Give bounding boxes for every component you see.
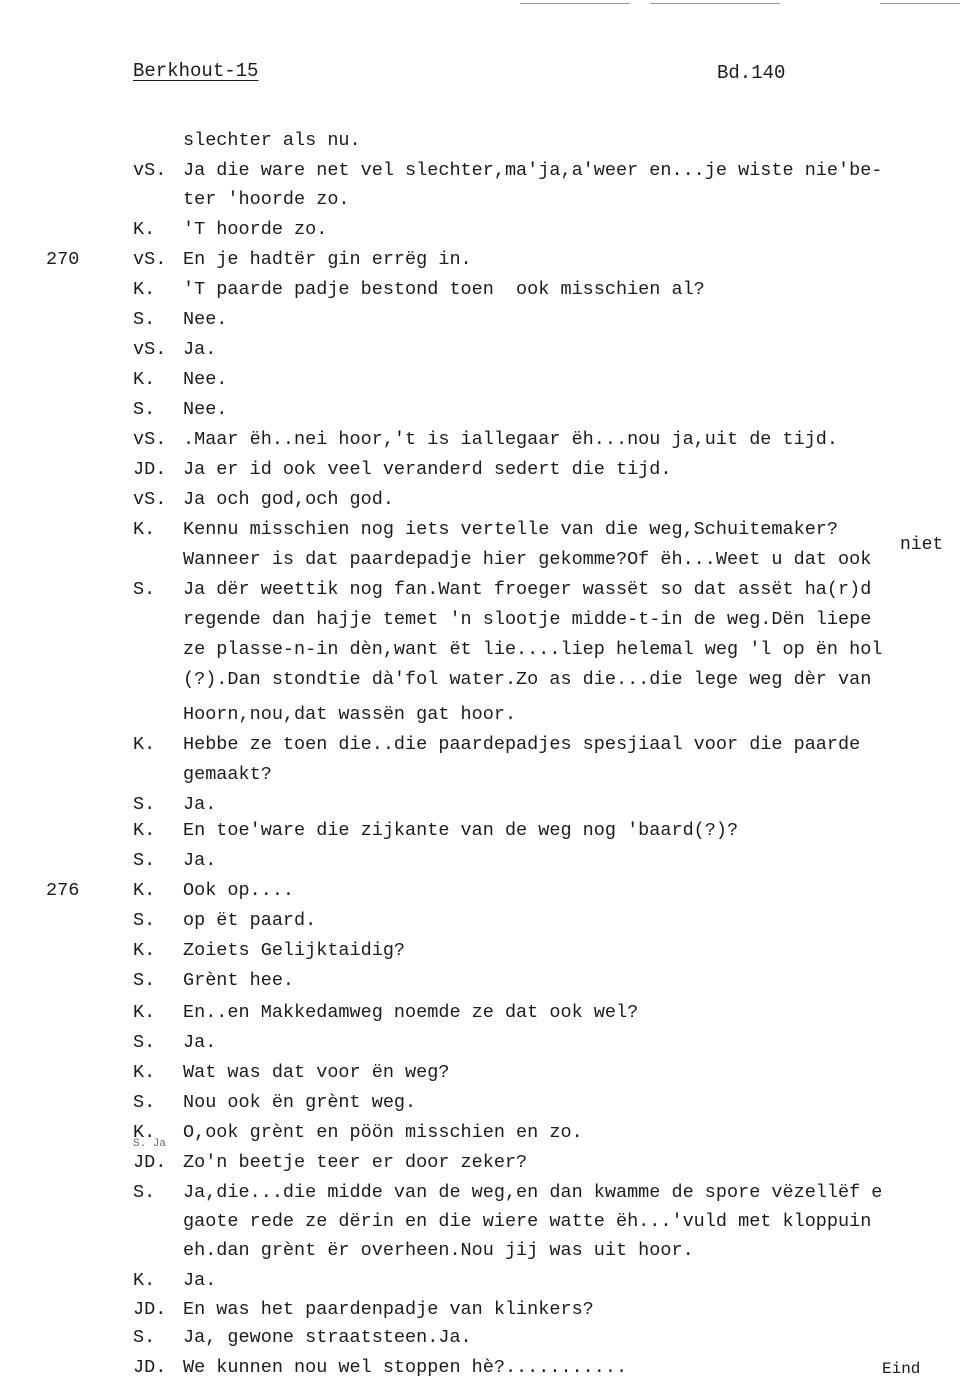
speaker-label: K. <box>133 880 156 901</box>
utterance-text: Ja. <box>183 1032 217 1053</box>
utterance-text: Wat was dat voor ën weg? <box>183 1062 450 1083</box>
handwritten-note: S. Ja <box>133 1138 167 1150</box>
transcript-line <box>0 429 960 459</box>
utterance-text: gemaakt? <box>183 764 272 785</box>
utterance-text: eh.dan grènt ër overheen.Nou jij was uit hoor. <box>183 1240 694 1261</box>
transcript-line <box>0 1211 960 1241</box>
utterance-text: Ja,die...die midde van de weg,en dan kwamme de spore vëzellëf e <box>183 1182 883 1203</box>
utterance-text: Ja die ware net vel slechter,ma'ja,a'weer en...je wiste nie'be- <box>183 160 883 181</box>
speaker-label: K. <box>133 279 156 300</box>
utterance-text: regende dan hajje temet 'n slootje midde-t-in de weg.Dën liepe <box>183 609 872 630</box>
top-rule <box>650 3 780 4</box>
transcript-line <box>0 1299 960 1329</box>
utterance-text: En was het paardenpadje van klinkers? <box>183 1299 594 1320</box>
transcript-line <box>0 579 960 609</box>
utterance-text: gaote rede ze dërin en die wiere watte ëh...'vuld met kloppuin <box>183 1211 872 1232</box>
speaker-label: S. <box>133 1092 156 1113</box>
speaker-label: K. <box>133 369 156 390</box>
speaker-label: JD. <box>133 1299 167 1320</box>
transcript-line <box>0 1240 960 1270</box>
transcript-line <box>0 910 960 940</box>
speaker-label: JD. <box>133 1152 167 1173</box>
transcript-line <box>0 1062 960 1092</box>
speaker-label: JD. <box>133 459 167 480</box>
transcript-line <box>0 160 960 190</box>
transcript-line <box>0 1092 960 1122</box>
utterance-text: Nou ook ën grènt weg. <box>183 1092 417 1113</box>
transcript-line <box>0 850 960 880</box>
speaker-label: vS. <box>133 429 167 450</box>
speaker-label: vS. <box>133 339 167 360</box>
speaker-label: S. <box>133 970 156 991</box>
utterance-text: Ja. <box>183 794 217 815</box>
utterance-text: Zoiets Gelijktaidig? <box>183 940 406 961</box>
utterance-text: Hebbe ze toen die..die paardepadjes spesjiaal voor die paarde <box>183 734 861 755</box>
transcript-line <box>0 219 960 249</box>
document-title: Berkhout-15 <box>133 60 259 82</box>
speaker-label: S. <box>133 910 156 931</box>
line-number: 276 <box>46 880 80 901</box>
transcript-line <box>0 279 960 309</box>
utterance-text: Hoorn,nou,dat wassën gat hoor. <box>183 704 517 725</box>
utterance-text: 'T hoorde zo. <box>183 219 328 240</box>
transcript-line <box>0 1182 960 1212</box>
utterance-text: Kennu misschien nog iets vertelle van die weg,Schuitemaker? <box>183 519 839 540</box>
utterance-text: Wanneer is dat paardepadje hier gekomme?Of ëh...Weet u dat ook <box>183 549 872 570</box>
utterance-text: Nee. <box>183 309 228 330</box>
top-rule <box>520 3 630 4</box>
speaker-label: K. <box>133 734 156 755</box>
utterance-text: slechter als nu. <box>183 130 361 151</box>
utterance-text: ze plasse-n-in dèn,want ët lie....liep helemal weg 'l op ën hol <box>183 639 883 660</box>
utterance-text: Ja er id ook veel veranderd sedert die tijd. <box>183 459 672 480</box>
transcript-line <box>0 734 960 764</box>
transcript-line <box>0 489 960 519</box>
line-number: 270 <box>46 249 80 270</box>
speaker-label: JD. <box>133 1357 167 1378</box>
utterance-text: En je hadtër gin errëg in. <box>183 249 472 270</box>
speaker-label: S. <box>133 850 156 871</box>
utterance-text: Ja och god,och god. <box>183 489 394 510</box>
utterance-text: ter 'hoorde zo. <box>183 189 350 210</box>
transcript-line <box>0 970 960 1000</box>
utterance-text: (?).Dan stondtie dà'fol water.Zo as die...die lege weg dèr van <box>183 669 872 690</box>
speaker-label: K. <box>133 1002 156 1023</box>
transcript-line <box>0 459 960 489</box>
transcript-line <box>0 1152 960 1182</box>
speaker-label: K. <box>133 820 156 841</box>
transcript-line <box>0 704 960 734</box>
speaker-label: S. <box>133 794 156 815</box>
transcript-line <box>0 764 960 794</box>
transcript-line <box>0 880 960 910</box>
speaker-label: K. <box>133 940 156 961</box>
utterance-text: op ët paard. <box>183 910 317 931</box>
end-marker: Eind <box>882 1360 921 1378</box>
speaker-label: vS. <box>133 489 167 510</box>
speaker-label: K. <box>133 1062 156 1083</box>
transcript-line <box>0 309 960 339</box>
page-reference: Bd.140 <box>717 62 786 84</box>
utterance-text: O,ook grènt en pöön misschien en zo. <box>183 1122 583 1143</box>
transcript-line <box>0 609 960 639</box>
utterance-text: En toe'ware die zijkante van de weg nog 'baard(?)? <box>183 820 739 841</box>
speaker-label: vS. <box>133 249 167 270</box>
transcript-line <box>0 1002 960 1032</box>
utterance-text: Ja dër weettik nog fan.Want froeger wassët so dat assët ha(r)d <box>183 579 872 600</box>
speaker-label: K. <box>133 1270 156 1291</box>
utterance-text: Grènt hee. <box>183 970 295 991</box>
transcript-line <box>0 639 960 669</box>
utterance-text: En..en Makkedamweg noemde ze dat ook wel? <box>183 1002 639 1023</box>
utterance-text: Ja. <box>183 850 217 871</box>
utterance-text: Ook op.... <box>183 880 295 901</box>
utterance-text: Nee. <box>183 399 228 420</box>
top-rule <box>880 3 960 4</box>
transcript-line <box>0 369 960 399</box>
utterance-text: Ja. <box>183 1270 217 1291</box>
transcript-line <box>0 1327 960 1357</box>
transcript-line <box>0 820 960 850</box>
speaker-label: S. <box>133 1032 156 1053</box>
transcript-line <box>0 549 960 579</box>
utterance-text: Nee. <box>183 369 228 390</box>
speaker-label: K. <box>133 1122 156 1143</box>
transcript-line <box>0 399 960 429</box>
speaker-label: K. <box>133 219 156 240</box>
speaker-label: S. <box>133 579 156 600</box>
transcript-line <box>0 1357 960 1387</box>
speaker-label: vS. <box>133 160 167 181</box>
transcript-line <box>0 130 960 160</box>
utterance-text: Zo'n beetje teer er door zeker? <box>183 1152 528 1173</box>
transcript-line <box>0 1270 960 1300</box>
utterance-text: Ja. <box>183 339 217 360</box>
speaker-label: S. <box>133 309 156 330</box>
speaker-label: S. <box>133 1327 156 1348</box>
utterance-text: 'T paarde padje bestond toen ook misschien al? <box>183 279 705 300</box>
transcript-line <box>0 940 960 970</box>
transcript-line <box>0 1032 960 1062</box>
transcript-line <box>0 189 960 219</box>
utterance-text: We kunnen nou wel stoppen hè?........... <box>183 1357 628 1378</box>
transcript-line <box>0 669 960 699</box>
transcript-line <box>0 339 960 369</box>
transcript-line <box>0 519 960 549</box>
utterance-text: .Maar ëh..nei hoor,'t is iallegaar ëh...nou ja,uit de tijd. <box>183 429 839 450</box>
speaker-label: S. <box>133 399 156 420</box>
speaker-label: K. <box>133 519 156 540</box>
transcript-line <box>0 249 960 279</box>
interlinear-correction: niet <box>900 535 944 555</box>
utterance-text: Ja, gewone straatsteen.Ja. <box>183 1327 472 1348</box>
speaker-label: S. <box>133 1182 156 1203</box>
